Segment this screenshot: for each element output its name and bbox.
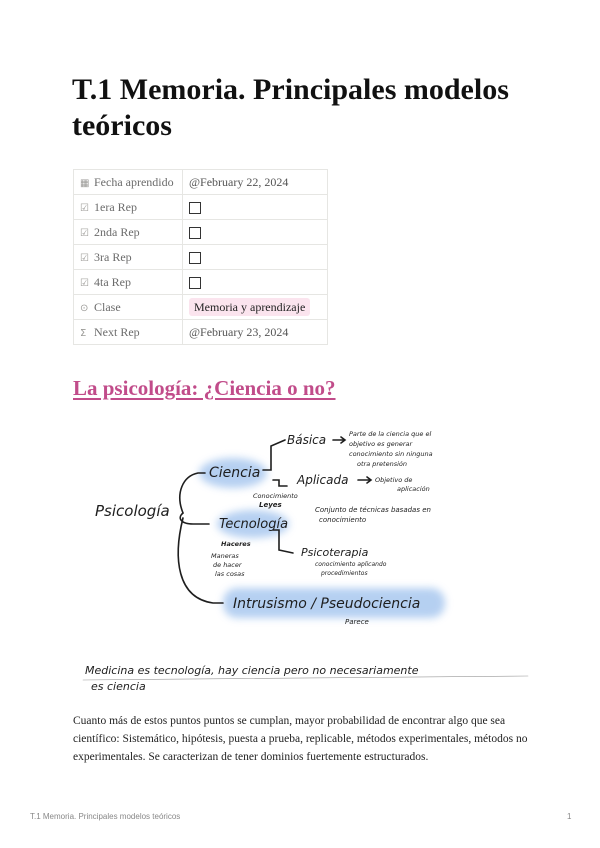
footer-page-number: 1 xyxy=(567,812,572,821)
rep-checkbox[interactable] xyxy=(189,202,201,214)
date-value: @February 23, 2024 xyxy=(189,324,289,339)
rep-checkbox[interactable] xyxy=(189,252,201,264)
property-row xyxy=(74,295,328,320)
property-key-label: 3ra Rep xyxy=(94,249,132,264)
property-value[interactable] xyxy=(183,295,328,320)
property-row xyxy=(74,320,328,345)
page-title: T.1 Memoria. Principales modelos teóricos xyxy=(72,73,509,142)
property-row xyxy=(74,270,328,295)
basica-note: Parte de la ciencia que el xyxy=(349,430,432,438)
property-key xyxy=(74,220,183,245)
property-value[interactable] xyxy=(183,270,328,295)
property-key xyxy=(74,270,183,295)
property-value[interactable] xyxy=(183,320,328,345)
property-value[interactable] xyxy=(183,245,328,270)
aplicada-note: Objetivo de xyxy=(375,476,413,484)
basica-note: otra pretensión xyxy=(357,460,408,468)
tecnologia-node: Tecnología xyxy=(219,517,289,532)
psicoterapia-note: conocimiento aplicando xyxy=(315,561,387,568)
psicoterapia-node: Psicoterapia xyxy=(301,546,369,559)
maneras-label: Maneras xyxy=(211,552,239,560)
maneras-label: las cosas xyxy=(215,570,245,578)
tecnologia-note: conocimiento xyxy=(319,516,367,524)
property-row xyxy=(74,220,328,245)
ciencia-node: Ciencia xyxy=(209,465,261,481)
property-row xyxy=(74,195,328,220)
rep-checkbox[interactable] xyxy=(189,227,201,239)
rep-checkbox[interactable] xyxy=(189,277,201,289)
property-key xyxy=(74,295,183,320)
conocimiento-label: Conocimiento xyxy=(253,492,298,500)
property-key xyxy=(74,320,183,345)
property-row xyxy=(74,245,328,270)
property-key-label: 4ta Rep xyxy=(94,274,131,289)
property-key-label: 1era Rep xyxy=(94,199,137,214)
parece-label: Parece xyxy=(345,618,369,626)
date-value: @February 22, 2024 xyxy=(189,174,289,189)
psicoterapia-note: procedimientos xyxy=(321,570,368,577)
property-key-label: Clase xyxy=(94,299,121,314)
maneras-label: de hacer xyxy=(213,561,242,569)
bottom-note: es ciencia xyxy=(91,680,146,693)
property-row xyxy=(74,170,328,195)
property-key xyxy=(74,195,183,220)
property-key-label: 2nda Rep xyxy=(94,224,140,239)
bottom-note: Medicina es tecnología, hay ciencia pero no necesariamente xyxy=(85,664,419,677)
footer-title: T.1 Memoria. Principales modelos teóricos xyxy=(30,812,181,821)
basica-note: objetivo es generar xyxy=(349,440,413,448)
haceres-label: Haceres xyxy=(221,540,251,548)
checkbox-icon: ☑ xyxy=(80,202,89,214)
class-tag[interactable]: Memoria y aprendizaje xyxy=(189,298,310,316)
basica-note: conocimiento sin ninguna xyxy=(349,450,433,458)
leyes-label: Leyes xyxy=(259,501,282,509)
property-key-label: Next Rep xyxy=(94,324,140,339)
property-value[interactable] xyxy=(183,220,328,245)
aplicada-node: Aplicada xyxy=(297,473,349,487)
select-icon: ⊙ xyxy=(80,302,89,314)
aplicada-note: aplicación xyxy=(397,485,430,493)
checkbox-icon: ☑ xyxy=(80,227,89,239)
basica-node: Básica xyxy=(287,433,327,447)
property-key xyxy=(74,170,183,195)
root-node: Psicología xyxy=(95,502,170,520)
psychology-mind-map-sketch xyxy=(73,418,533,696)
property-value[interactable] xyxy=(183,195,328,220)
section-heading: La psicología: ¿Ciencia o no? xyxy=(73,376,336,400)
formula-icon: Σ xyxy=(80,327,87,339)
property-key xyxy=(74,245,183,270)
tecnologia-note: Conjunto de técnicas basadas en xyxy=(315,506,431,514)
properties-table xyxy=(73,169,328,345)
checkbox-icon: ☑ xyxy=(80,277,89,289)
intrusismo-node: Intrusismo / Pseudociencia xyxy=(233,596,421,612)
body-paragraph: Cuanto más de estos puntos puntos se cumplan, mayor probabilidad de encontrar algo que sea científico: Sistemático, hipótesis, puesta a prueba, replicable, métodos experimentales, métodos no experimentales. Se caracterizan de tener dominios fuertemente estructurados. xyxy=(73,715,528,763)
checkbox-icon: ☑ xyxy=(80,252,89,264)
calendar-icon: ▦ xyxy=(80,177,90,189)
property-value[interactable] xyxy=(183,170,328,195)
property-key-label: Fecha aprendido xyxy=(94,174,174,189)
